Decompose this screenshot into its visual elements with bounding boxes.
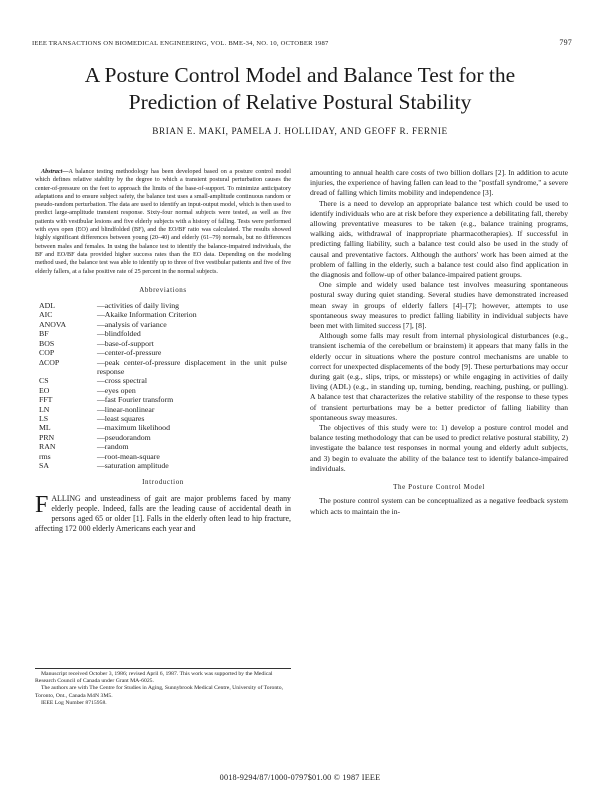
- abbreviation-definition: —fast Fourier transform: [97, 395, 174, 405]
- copyright-line: 0018-9294/87/1000-0797$01.00 © 1987 IEEE: [219, 773, 381, 782]
- journal-header: IEEE TRANSACTIONS ON BIOMEDICAL ENGINEERING, VOL. BME-34, NO. 10, OCTOBER 1987: [32, 40, 329, 47]
- body-paragraph-3: One simple and widely used balance test involves measuring spontaneous postural sway during quiet standing. Several studies have demonstrated increased mean sway in groups of elderly fallers [4]–[7]; however, attempts to use spontaneous sway measures to predict falling liability in individual subjects have been met with limited success [7], [8].: [310, 280, 568, 331]
- abbreviation-term: ΔCOP: [39, 357, 60, 367]
- abbreviation-row: [37, 310, 287, 319]
- abbreviation-definition: —pseudorandom: [97, 432, 151, 442]
- introduction-paragraph: [35, 491, 291, 535]
- footnote-rule: [35, 668, 291, 669]
- abbreviation-definition: —peak center-of-pressure displacement in the unit pulse response: [97, 357, 287, 376]
- footnote-affiliation: The authors are with The Centre for Studies in Aging, Sunnybrook Medical Centre, University of Toronto, Toronto, Ont., Canada M4N 3M5.: [35, 685, 284, 699]
- abbreviation-row: [37, 376, 287, 385]
- abbreviation-definition: —center-of-pressure: [97, 348, 162, 358]
- abbreviation-row: [37, 442, 287, 451]
- right-column: [310, 168, 568, 517]
- abstract-text: A balance testing methodology has been developed based on a posture control model which defines relative stability by the degree to which a transient postural perturbation causes the center-of-pressure on the feet to approach the limits of the base-of-support. To minimize anticipatory adaptations and to ensure subject safety, the balance test uses a small-amplitude continuous random or pseudo-random perturbation. The data are used to identify an input-output model, which is then used to predict large-amplitude transient response. Sixty-four normal subjects were tested, as well as five patients with vestibular lesions and five elderly subjects with a history of falling. Tests were performed with eyes open (EO) and blindfolded (BF), and the EO/BF ratio was calculated. The results showed highly significant differences between young (20–40) and elderly (61–79) normals, but no differences between males and females. In using the balance test to identify the balance-impaired individuals, the BF and EO/BF data provided higher success rates than the EO data. Depending on the modeling method used, the balance test was able to identify up to three of five vestibular patients and five of five elderly fallers, at a false positive rate of 25 percent in the normal subjects.: [35, 168, 291, 275]
- abbreviation-row: [37, 320, 287, 329]
- abbreviation-term: EO: [39, 385, 50, 395]
- running-head: [32, 40, 572, 52]
- body-paragraph-5: The objectives of this study were to: 1) develop a posture control model and balance testing methodology that can be used to predict relative postural stability, 2) investigate the balance test responses in normal young and elderly adult subjects, and 3) begin to evaluate the ability of the balance test to identify balance-impaired individuals.: [310, 423, 568, 473]
- footnote-log-number: IEEE Log Number 8715958.: [41, 699, 107, 706]
- abbreviation-row: [37, 358, 287, 377]
- abbreviation-row: [37, 452, 287, 461]
- abbreviation-definition: —blindfolded: [97, 329, 141, 339]
- body-paragraph-6: The posture control system can be conceptualized as a negative feedback system which acts to maintain the in-: [310, 496, 568, 516]
- drop-cap: F: [35, 491, 49, 518]
- abbreviation-row: [37, 395, 287, 404]
- left-column: [35, 168, 291, 534]
- abbreviation-term: FFT: [39, 395, 53, 405]
- abbreviation-term: BF: [39, 329, 49, 339]
- abbreviation-definition: —linear-nonlinear: [97, 404, 155, 414]
- abbreviation-term: LS: [39, 413, 49, 423]
- page-number: 797: [559, 38, 572, 47]
- abbreviation-term: ML: [39, 423, 51, 433]
- abbreviations-heading: Abbreviations: [139, 285, 187, 294]
- abbreviation-row: [37, 433, 287, 442]
- abbreviation-term: PRN: [39, 432, 55, 442]
- abbreviation-term: ANOVA: [39, 319, 67, 329]
- abbreviation-term: SA: [39, 460, 49, 470]
- abbreviation-definition: —random: [97, 442, 129, 452]
- abbreviation-term: AIC: [39, 310, 53, 320]
- body-paragraph-4: Although some falls may result from internal physiological disturbances (e.g., transient ischemia of the cerebellum or brainstem) it appears that many falls in the elderly occur in situations where the posture control mechanisms are unable to correct for unexpected displacements of the body [9]. These perturbations may occur during gait (e.g., slips, trips, or missteps) or while engaging in activities of daily living (ADL) (e.g., in standing up, turning, bending, reaching, pushing, or pulling). A balance test that characterizes the relative stability of the response to these types of transient perturbations may be a better predictor of falling liability than spontaneous sway measures.: [310, 331, 568, 422]
- paper-title: [30, 62, 570, 116]
- footnote-received: Manuscript received October 3, 1986; revised April 6, 1987. This work was supported by the Medical Research Council of Canada under Grant MA-6025.: [35, 671, 273, 685]
- footnote: [35, 668, 291, 707]
- abbreviation-term: CS: [39, 376, 49, 386]
- body-paragraph-2: There is a need to develop an appropriate balance test which could be used to identify individuals who are at risk before they experience a debilitating fall, thereby allowing preventative measures to be taken (e.g., balance training programs, walking aids, withdrawal of inappropriate pharmacotherapies). If successful in predicting falling liability, such a balance test could also be used in the study of causal and preventative factors. Although the authors' work has been aimed at the problem of falling in the elderly, such a balance test could also find application in the diagnosis and follow-up of other balance-impaired patient groups.: [310, 198, 568, 280]
- abbreviation-definition: —analysis of variance: [97, 319, 167, 329]
- title-line-1: A Posture Control Model and Balance Test for the: [84, 63, 516, 87]
- body-paragraph-1: amounting to annual health care costs of two billion dollars [2]. In addition to acute injuries, the experience of having fallen can lead to the "postfall syndrome," a severe dread of falling which limits mobility and independence [3].: [310, 168, 568, 198]
- abstract: [35, 168, 291, 276]
- abbreviation-term: rms: [39, 451, 51, 461]
- title-line-2: Prediction of Relative Postural Stability: [128, 90, 472, 114]
- abbreviation-term: ADL: [39, 301, 56, 311]
- abbreviation-definition: —eyes open: [97, 385, 136, 395]
- abbreviation-row: [37, 461, 287, 470]
- posture-model-heading: The Posture Control Model: [393, 483, 485, 492]
- abbreviation-row: [37, 329, 287, 338]
- abbreviation-definition: —cross spectral: [97, 376, 148, 386]
- abbreviation-definition: —least squares: [97, 413, 145, 423]
- introduction-heading: Introduction: [142, 478, 184, 487]
- abbreviation-definition: —root-mean-square: [97, 451, 160, 461]
- abbreviation-row: [37, 386, 287, 395]
- abbreviation-definition: —saturation amplitude: [97, 460, 169, 470]
- abbreviation-row: [37, 339, 287, 348]
- abbreviation-row: [37, 348, 287, 357]
- abbreviation-definition: —activities of daily living: [97, 301, 180, 311]
- abbreviation-term: BOS: [39, 338, 55, 348]
- introduction-text: ALLING and unsteadiness of gait are major problems faced by many elderly people. Indeed, falls are the leading cause of accidental death in persons aged 65 or older [1]. Falls in the elderly often lead to hip fracture, affecting 172 000 elderly Americans each year and: [35, 493, 291, 534]
- abstract-lead: Abstract—: [41, 168, 69, 175]
- author-list: BRIAN E. MAKI, PAMELA J. HOLLIDAY, AND GEOFF R. FERNIE: [152, 126, 448, 136]
- abbreviation-row: [37, 405, 287, 414]
- abbreviation-definition: —Akaike Information Criterion: [97, 310, 197, 320]
- abbreviation-definition: —maximum likelihood: [97, 423, 170, 433]
- abbreviation-term: RAN: [39, 442, 56, 452]
- abbreviation-term: LN: [39, 404, 50, 414]
- abbreviation-row: [37, 423, 287, 432]
- abbreviation-definition: —base-of-support: [97, 338, 154, 348]
- abbreviations-table: [37, 301, 287, 470]
- abbreviation-row: [37, 301, 287, 310]
- abbreviation-row: [37, 414, 287, 423]
- abbreviation-term: COP: [39, 348, 55, 358]
